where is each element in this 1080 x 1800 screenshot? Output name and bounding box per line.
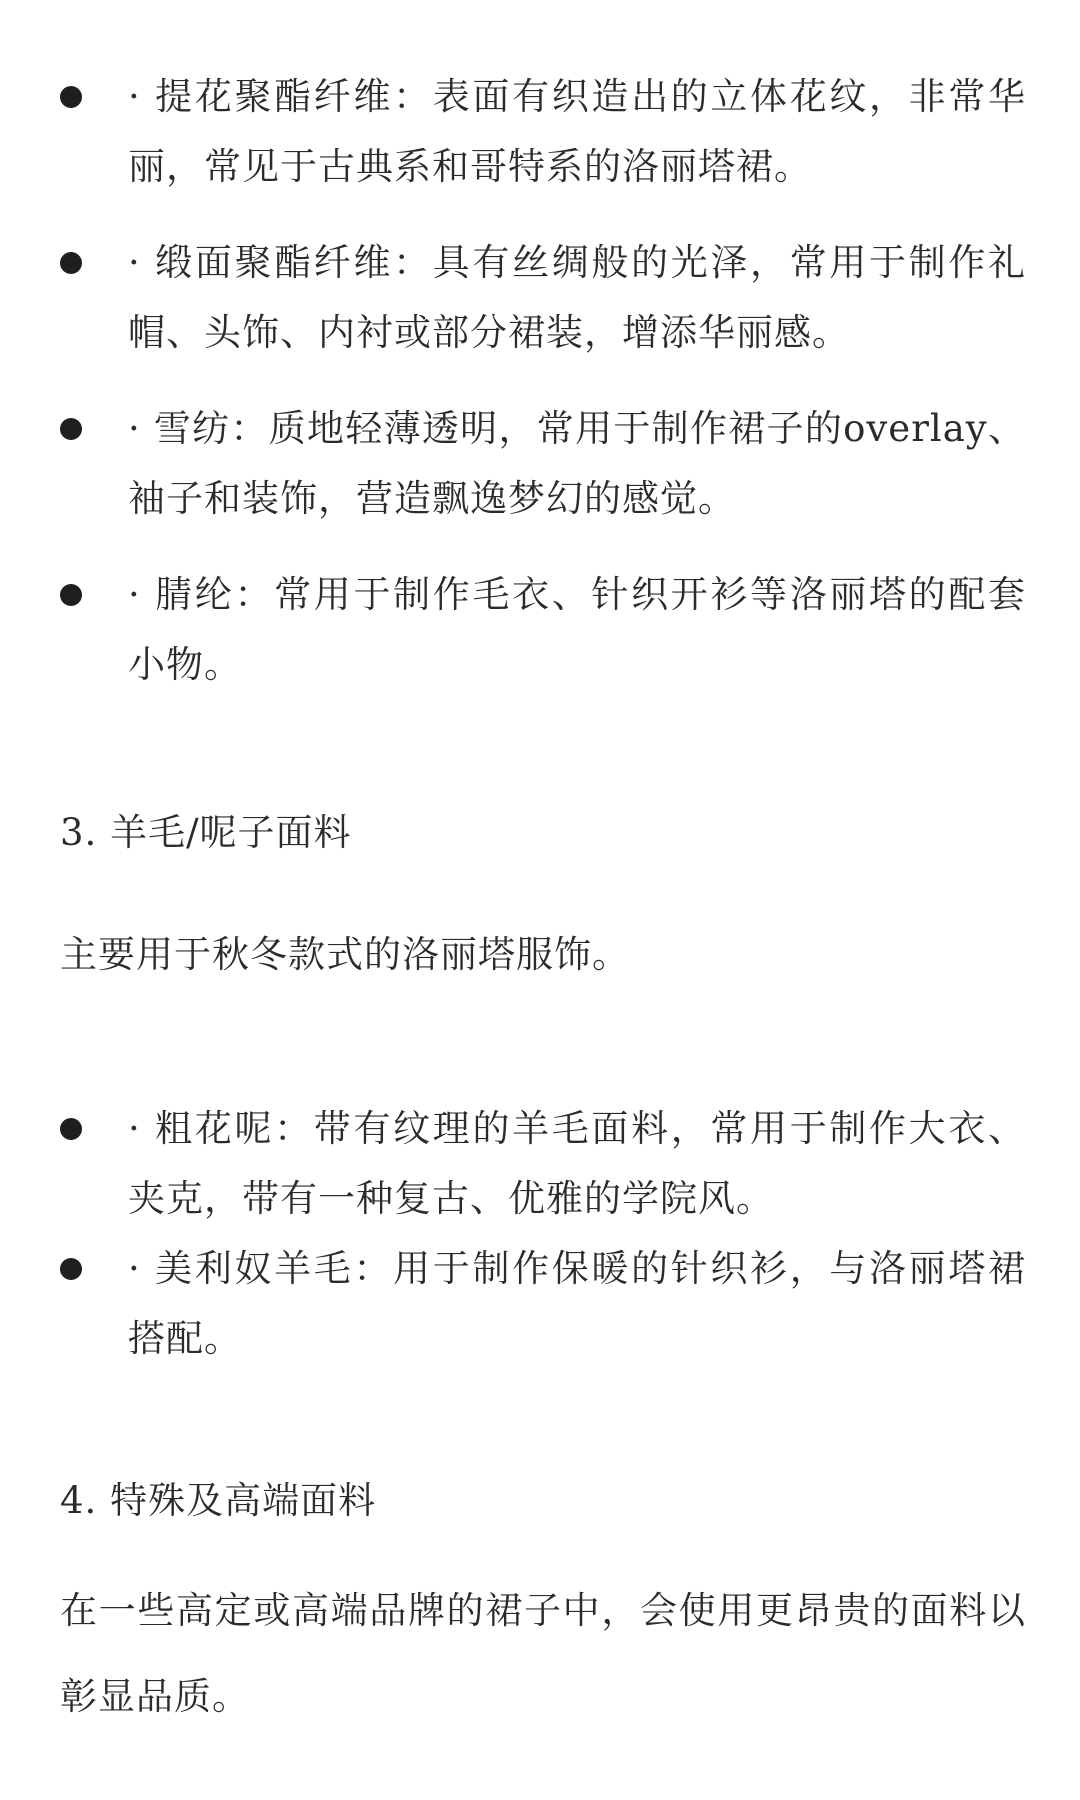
- list-item-text: · 腈纶：常用于制作毛衣、针织开衫等洛丽塔的配套小物。: [128, 573, 1026, 686]
- section-intro-wool: 主要用于秋冬款式的洛丽塔服饰。: [60, 933, 630, 976]
- list-item-text: · 提花聚酯纤维：表面有织造出的立体花纹，非常华丽，常见于古典系和哥特系的洛丽塔裙。: [128, 75, 1026, 188]
- bullet-icon: [60, 252, 82, 274]
- section-heading-wool: 3. 羊毛/呢子面料: [60, 811, 352, 854]
- bullet-icon: [60, 86, 82, 108]
- list-item-text: · 美利奴羊毛：用于制作保暖的针织衫，与洛丽塔裙搭配。: [128, 1247, 1026, 1360]
- bullet-icon: [60, 1258, 82, 1280]
- section-heading-special: 4. 特殊及高端面料: [60, 1479, 377, 1522]
- bullet-icon: [60, 418, 82, 440]
- list-item-text: · 雪纺：质地轻薄透明，常用于制作裙子的overlay、袖子和装饰，营造飘逸梦幻的感觉。: [128, 407, 1026, 520]
- bullet-icon: [60, 584, 82, 606]
- bullet-icon: [60, 1118, 82, 1140]
- list-item-text: · 缎面聚酯纤维：具有丝绸般的光泽，常用于制作礼帽、头饰、内衬或部分裙装，增添华丽感。: [128, 241, 1026, 354]
- section-intro-special: 在一些高定或高端品牌的裙子中，会使用更昂贵的面料以彰显品质。: [60, 1589, 1026, 1718]
- list-item-text: · 粗花呢：带有纹理的羊毛面料，常用于制作大衣、夹克，带有一种复古、优雅的学院风。: [128, 1107, 1026, 1220]
